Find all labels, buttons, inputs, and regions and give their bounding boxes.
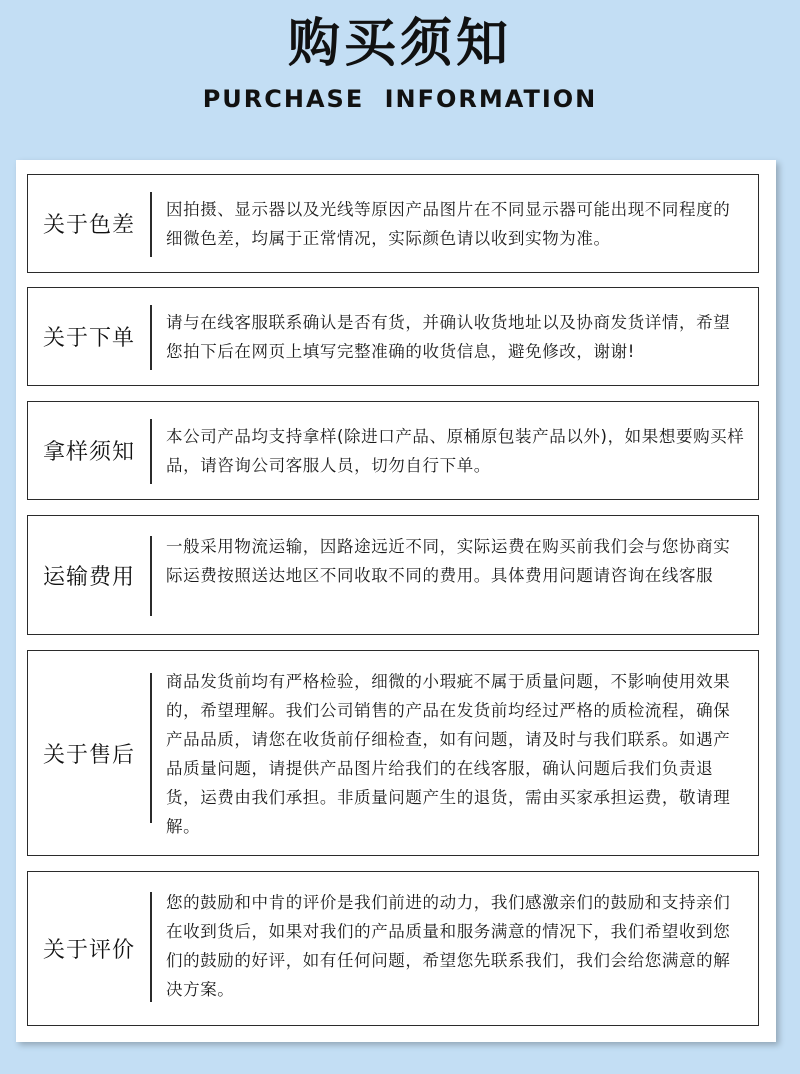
section-divider: [150, 673, 152, 823]
section-divider: [150, 892, 152, 1002]
section-text: 您的鼓励和中肯的评价是我们前进的动力，我们感激亲们的鼓励和支持亲们在收到货后，如果对我们的产品质量和服务满意的情况下，我们希望收到您们的鼓励的好评，如有任何问题，希望您先联系我们，我们会给您满意的解决方案。: [166, 893, 731, 999]
section-text: 一般采用物流运输，因路途远近不同，实际运费在购买前我们会与您协商实际运费按照送达地区不同收取不同的费用。具体费用问题请咨询在线客服: [166, 537, 731, 585]
section-label: 关于下单: [42, 326, 135, 351]
section-samples: [27, 401, 759, 500]
section-divider: [150, 536, 152, 616]
section-after-sales: [27, 650, 759, 856]
section-label: 运输费用: [42, 564, 135, 590]
section-divider: [150, 419, 152, 484]
section-text: 本公司产品均支持拿样(除进口产品、原桶原包装产品以外)，如果想要购买样品，请咨询公司客服人员，切勿自行下单。: [166, 427, 745, 475]
section-reviews: [27, 871, 759, 1026]
section-text: 因拍摄、显示器以及光线等原因产品图片在不同显示器可能出现不同程度的细微色差，均属于正常情况，实际颜色请以收到实物为准。: [166, 200, 731, 248]
section-text: 商品发货前均有严格检验，细微的小瑕疵不属于质量问题，不影响使用效果的，希望理解。我们公司销售的产品在发货前均经过严格的质检流程，确保产品品质，请您在收货前仔细检查，如有问题，请及时与我们联系。如遇产品质量问题，请提供产品图片给我们的在线客服，确认问题后我们负责退货，运费由我们承担。非质量问题产生的退货，需由买家承担运费，敬请理解。: [166, 672, 731, 836]
section-label: 关于评价: [42, 938, 135, 963]
section-shipping-fee: [27, 515, 759, 635]
section-ordering: [27, 287, 759, 386]
section-divider: [150, 192, 152, 257]
info-panel: [16, 160, 776, 1042]
section-label: 关于色差: [42, 213, 135, 238]
section-label: 关于售后: [42, 742, 135, 768]
section-label: 拿样须知: [42, 440, 135, 465]
page-title: 购买须知: [287, 14, 512, 74]
section-divider: [150, 305, 152, 370]
section-text: 请与在线客服联系确认是否有货，并确认收货地址以及协商发货详情，希望您拍下后在网页上填写完整准确的收货信息，避免修改，谢谢!: [166, 313, 731, 361]
page-subtitle: PURCHASE INFORMATION: [202, 85, 598, 113]
header: [0, 0, 800, 160]
section-color-difference: [27, 174, 759, 273]
